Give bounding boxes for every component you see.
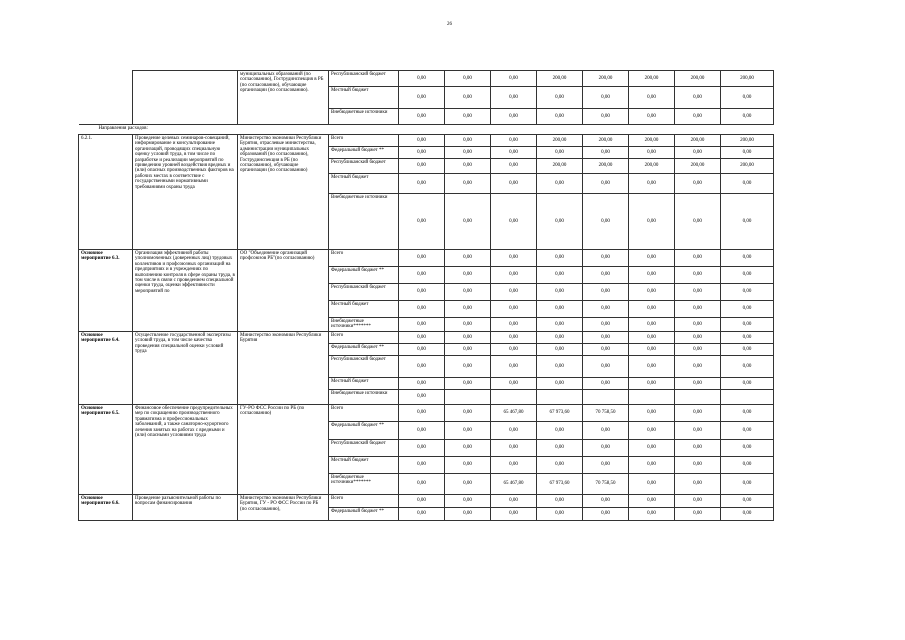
value-cell: 0,00 <box>445 194 491 250</box>
value-cell: 0,00 <box>537 332 583 344</box>
value-cell: 0,00 <box>583 87 629 109</box>
value-cell <box>445 390 491 405</box>
value-cell: 0,00 <box>399 422 445 440</box>
source-cell: Местный бюджет <box>329 457 399 474</box>
value-cell: 0,00 <box>721 284 774 301</box>
value-cell: 0,00 <box>721 250 774 267</box>
value-cell: 0,00 <box>583 194 629 250</box>
value-cell: 0,00 <box>399 250 445 267</box>
source-cell: Федеральный бюджет ** <box>329 344 399 356</box>
value-cell: 0,00 <box>445 284 491 301</box>
value-cell: 200,00 <box>721 71 774 87</box>
value-cell: 0,00 <box>629 301 675 318</box>
value-cell: 0,00 <box>399 356 445 378</box>
value-cell: 0,00 <box>491 378 537 390</box>
value-cell <box>583 390 629 405</box>
value-cell: 0,00 <box>721 109 774 125</box>
table-row <box>79 71 774 87</box>
value-cell: 200,00 <box>629 159 675 174</box>
value-cell: 0,00 <box>583 284 629 301</box>
value-cell: 0,00 <box>675 422 721 440</box>
value-cell: 0,00 <box>721 495 774 508</box>
value-cell: 0,00 <box>675 378 721 390</box>
value-cell: 0,00 <box>629 344 675 356</box>
value-cell: 0,00 <box>629 87 675 109</box>
value-cell: 0,00 <box>399 147 445 159</box>
value-cell: 0,00 <box>445 474 491 495</box>
value-cell: 0,00 <box>583 109 629 125</box>
value-cell: 65 467,80 <box>491 474 537 495</box>
value-cell: 0,00 <box>445 378 491 390</box>
executor-cell: ОО "Объединение организаций профсоюзов РБ"(по согласованию) <box>238 250 329 332</box>
value-cell: 67 973,60 <box>537 405 583 422</box>
value-cell: 0,00 <box>629 405 675 422</box>
value-cell: 0,00 <box>675 284 721 301</box>
value-cell: 0,00 <box>445 147 491 159</box>
value-cell: 0,00 <box>537 495 583 508</box>
value-cell: 0,00 <box>445 318 491 332</box>
value-cell: 0,00 <box>491 495 537 508</box>
source-cell: Федеральный бюджет ** <box>329 267 399 284</box>
value-cell: 0,00 <box>445 301 491 318</box>
value-cell: 0,00 <box>629 495 675 508</box>
source-cell: Всего <box>329 332 399 344</box>
value-cell: 0,00 <box>583 495 629 508</box>
value-cell: 0,00 <box>399 405 445 422</box>
value-cell: 0,00 <box>491 318 537 332</box>
name-cell: Организация эффективной работы уполномоченных (доверенных лиц) трудовых коллективов и профсоюзных организаций на предприятиях и в учреждениях по выполнению контроля в сфере охраны труда, в том числе в связи с проведением специальной оценки труда, оценки эффективности мероприятий по <box>133 250 238 332</box>
value-cell: 0,00 <box>537 284 583 301</box>
code-cell: Основное мероприятие 6.3. <box>79 250 133 332</box>
code-cell: 6.2.1. <box>79 135 133 250</box>
value-cell: 0,00 <box>445 440 491 457</box>
value-cell: 0,00 <box>537 174 583 194</box>
value-cell: 0,00 <box>583 332 629 344</box>
value-cell: 0,00 <box>629 378 675 390</box>
value-cell: 0,00 <box>399 159 445 174</box>
value-cell: 0,00 <box>629 174 675 194</box>
value-cell <box>721 390 774 405</box>
value-cell: 0,00 <box>675 344 721 356</box>
value-cell: 0,00 <box>537 250 583 267</box>
value-cell: 0,00 <box>629 332 675 344</box>
value-cell: 0,00 <box>399 194 445 250</box>
value-cell: 0,00 <box>445 495 491 508</box>
value-cell: 0,00 <box>583 267 629 284</box>
value-cell: 0,00 <box>675 356 721 378</box>
value-cell: 0,00 <box>721 194 774 250</box>
value-cell: 0,00 <box>583 508 629 521</box>
value-cell: 0,00 <box>399 109 445 125</box>
value-cell: 0,00 <box>721 267 774 284</box>
value-cell: 0,00 <box>675 194 721 250</box>
value-cell: 0,00 <box>629 440 675 457</box>
value-cell: 0,00 <box>491 457 537 474</box>
executor-cell: Министерство экономики Республики Бурятия, ГУ - РО ФСС России по РБ (по согласованию), <box>238 495 329 521</box>
source-cell: Всего <box>329 135 399 147</box>
value-cell: 200,00 <box>721 135 774 147</box>
name-cell: Осуществление государственной экспертизы условий труда, в том числе качества проведения специальной оценки условий труда <box>133 332 238 405</box>
value-cell: 0,00 <box>583 147 629 159</box>
table-row <box>79 135 774 147</box>
table-row <box>79 332 774 344</box>
value-cell: 0,00 <box>491 174 537 194</box>
source-cell: Всего <box>329 250 399 267</box>
executor-cell: ГУ-РО ФСС России по РБ (по согласованию) <box>238 405 329 495</box>
value-cell: 0,00 <box>583 318 629 332</box>
value-cell: 0,00 <box>537 267 583 284</box>
executor-cell: Министерство экономики Республики Бурятия <box>238 332 329 405</box>
value-cell: 0,00 <box>583 250 629 267</box>
source-cell: Республиканский бюджет <box>329 71 399 87</box>
value-cell: 0,00 <box>537 87 583 109</box>
code-cell <box>79 71 133 125</box>
value-cell: 0,00 <box>675 267 721 284</box>
value-cell: 0,00 <box>399 344 445 356</box>
source-cell: Федеральный бюджет ** <box>329 422 399 440</box>
source-cell: Республиканский бюджет <box>329 440 399 457</box>
page-number: 26 <box>447 22 452 27</box>
value-cell: 0,00 <box>583 378 629 390</box>
value-cell: 0,00 <box>537 356 583 378</box>
source-cell: Внебюджетные источники <box>329 194 399 250</box>
value-cell: 0,00 <box>583 344 629 356</box>
source-cell: Внебюджетные источники <box>329 109 399 125</box>
value-cell: 0,00 <box>721 147 774 159</box>
executor-cell: Министерство экономики Республики Бурятия, отраслевые министерства, администрации муниципальных образований (по согласованию), Гострудинспекция в РБ (по согласованию), обучающие организации (по согласованию) <box>238 135 329 250</box>
value-cell: 0,00 <box>721 474 774 495</box>
value-cell: 200,00 <box>537 159 583 174</box>
value-cell: 0,00 <box>629 318 675 332</box>
value-cell: 0,00 <box>675 109 721 125</box>
source-cell: Республиканский бюджет <box>329 159 399 174</box>
value-cell: 70 758,50 <box>583 474 629 495</box>
value-cell: 0,00 <box>721 301 774 318</box>
value-cell: 0,00 <box>721 174 774 194</box>
budget-table <box>78 70 774 521</box>
value-cell: 200,00 <box>583 71 629 87</box>
source-cell: Внебюджетные источники******* <box>329 318 399 332</box>
section-header: Направления расходов: <box>79 125 774 135</box>
value-cell: 200,00 <box>537 71 583 87</box>
value-cell: 0,00 <box>629 267 675 284</box>
value-cell: 0,00 <box>491 356 537 378</box>
value-cell <box>491 390 537 405</box>
value-cell: 200,00 <box>721 159 774 174</box>
value-cell: 0,00 <box>537 318 583 332</box>
value-cell: 0,00 <box>399 457 445 474</box>
value-cell: 0,00 <box>629 508 675 521</box>
value-cell: 0,00 <box>675 174 721 194</box>
value-cell: 0,00 <box>399 135 445 147</box>
value-cell: 0,00 <box>721 332 774 344</box>
value-cell: 0,00 <box>399 495 445 508</box>
value-cell: 0,00 <box>537 109 583 125</box>
source-cell: Местный бюджет <box>329 87 399 109</box>
value-cell: 0,00 <box>583 301 629 318</box>
value-cell: 0,00 <box>583 457 629 474</box>
value-cell: 200,00 <box>675 159 721 174</box>
value-cell: 0,00 <box>675 474 721 495</box>
value-cell: 0,00 <box>537 457 583 474</box>
value-cell: 0,00 <box>583 174 629 194</box>
value-cell: 0,00 <box>537 301 583 318</box>
value-cell: 0,00 <box>721 405 774 422</box>
value-cell: 0,00 <box>629 422 675 440</box>
value-cell: 0,00 <box>629 109 675 125</box>
value-cell: 0,00 <box>399 440 445 457</box>
source-cell: Федеральный бюджет ** <box>329 147 399 159</box>
value-cell: 0,00 <box>445 71 491 87</box>
value-cell: 0,00 <box>491 440 537 457</box>
value-cell: 0,00 <box>675 457 721 474</box>
value-cell: 0,00 <box>445 109 491 125</box>
source-cell: Местный бюджет <box>329 174 399 194</box>
value-cell: 0,00 <box>721 344 774 356</box>
value-cell: 0,00 <box>629 250 675 267</box>
value-cell <box>675 390 721 405</box>
executor-cell: муниципальных образований (по согласованию), Гострудинспекция в РБ (по согласованию), обучающие организации (по согласованию). <box>238 71 329 125</box>
name-cell: Проведение целевых семинаров-совещаний, информирование и консультирование организаций, проводящих специальную оценку условий труда, в том числе по разработке и реализации мероприятий по приведению уровней воздействия вредных и (или) опасных производственных факторов на рабочих местах в соответствие с государственными нормативными требованиями охраны труда <box>133 135 238 250</box>
value-cell: 0,00 <box>675 147 721 159</box>
value-cell: 0,00 <box>399 71 445 87</box>
value-cell: 0,00 <box>721 457 774 474</box>
value-cell: 200,00 <box>537 135 583 147</box>
value-cell: 0,00 <box>675 495 721 508</box>
value-cell: 200,00 <box>583 135 629 147</box>
value-cell: 200,00 <box>675 71 721 87</box>
code-cell: Основное мероприятие 6.5. <box>79 405 133 495</box>
value-cell: 0,00 <box>675 250 721 267</box>
table-row <box>79 405 774 422</box>
value-cell: 0,00 <box>491 159 537 174</box>
source-cell: Местный бюджет <box>329 378 399 390</box>
source-cell: Всего <box>329 495 399 508</box>
value-cell: 0,00 <box>445 250 491 267</box>
source-cell: Местный бюджет <box>329 301 399 318</box>
value-cell: 0,00 <box>537 147 583 159</box>
value-cell: 0,00 <box>675 440 721 457</box>
value-cell: 65 467,80 <box>491 405 537 422</box>
source-cell: Внебюджетные источники******* <box>329 474 399 495</box>
source-cell: Республиканский бюджет <box>329 284 399 301</box>
value-cell: 0,00 <box>445 457 491 474</box>
value-cell: 0,00 <box>399 284 445 301</box>
value-cell: 0,00 <box>721 422 774 440</box>
value-cell: 0,00 <box>399 318 445 332</box>
value-cell: 0,00 <box>445 508 491 521</box>
section-header-row <box>79 125 774 135</box>
value-cell: 0,00 <box>583 422 629 440</box>
value-cell: 0,00 <box>537 344 583 356</box>
value-cell: 0,00 <box>491 194 537 250</box>
value-cell: 0,00 <box>491 332 537 344</box>
value-cell: 0,00 <box>629 194 675 250</box>
value-cell: 0,00 <box>721 378 774 390</box>
value-cell: 0,00 <box>491 344 537 356</box>
value-cell: 0,00 <box>491 301 537 318</box>
budget-table-body <box>79 71 774 521</box>
code-cell: Основное мероприятие 6.6. <box>79 495 133 521</box>
value-cell: 0,00 <box>445 135 491 147</box>
value-cell: 0,00 <box>491 422 537 440</box>
value-cell: 0,00 <box>445 87 491 109</box>
value-cell: 0,00 <box>629 356 675 378</box>
value-cell: 0,00 <box>399 332 445 344</box>
value-cell: 0,00 <box>399 267 445 284</box>
code-cell: Основное мероприятие 6.4. <box>79 332 133 405</box>
name-cell <box>133 71 238 125</box>
value-cell: 0,00 <box>675 332 721 344</box>
value-cell: 0,00 <box>537 440 583 457</box>
value-cell: 0,00 <box>445 267 491 284</box>
value-cell: 0,00 <box>491 250 537 267</box>
value-cell: 0,00 <box>445 174 491 194</box>
value-cell: 0,00 <box>491 284 537 301</box>
value-cell: 0,00 <box>445 405 491 422</box>
name-cell: Финансовое обеспечение предупредительных мер по сокращению производственного травматизма и профессиональных заболеваний, а также санаторно-курортного лечения занятых на работах с вредными и (или) опасными условиями труда <box>133 405 238 495</box>
source-cell: Федеральный бюджет ** <box>329 508 399 521</box>
value-cell: 67 973,60 <box>537 474 583 495</box>
value-cell: 0,00 <box>399 174 445 194</box>
source-cell: Всего <box>329 405 399 422</box>
value-cell: 0,00 <box>491 135 537 147</box>
value-cell: 0,00 <box>675 508 721 521</box>
value-cell: 0,00 <box>399 301 445 318</box>
value-cell: 70 758,50 <box>583 405 629 422</box>
value-cell: 0,00 <box>721 440 774 457</box>
value-cell: 0,00 <box>721 356 774 378</box>
value-cell: 0,00 <box>491 71 537 87</box>
value-cell: 0,00 <box>583 440 629 457</box>
table-row <box>79 250 774 267</box>
value-cell: 0,00 <box>537 194 583 250</box>
value-cell: 200,00 <box>675 135 721 147</box>
value-cell: 0,00 <box>491 147 537 159</box>
value-cell: 0,00 <box>675 87 721 109</box>
value-cell: 0,00 <box>537 422 583 440</box>
value-cell: 200,00 <box>629 135 675 147</box>
value-cell: 0,00 <box>399 474 445 495</box>
source-cell: Внебюджетные источники <box>329 390 399 405</box>
value-cell: 0,00 <box>491 87 537 109</box>
value-cell: 0,00 <box>537 378 583 390</box>
value-cell: 0,00 <box>445 422 491 440</box>
table-row <box>79 495 774 508</box>
value-cell: 0,00 <box>399 378 445 390</box>
value-cell: 0,00 <box>629 284 675 301</box>
value-cell: 0,00 <box>675 301 721 318</box>
value-cell: 0,00 <box>445 332 491 344</box>
value-cell: 0,00 <box>583 356 629 378</box>
value-cell: 0,00 <box>445 356 491 378</box>
value-cell: 0,00 <box>399 390 445 405</box>
value-cell: 0,00 <box>629 457 675 474</box>
value-cell: 0,00 <box>399 508 445 521</box>
value-cell: 0,00 <box>491 508 537 521</box>
value-cell: 0,00 <box>629 147 675 159</box>
value-cell: 0,00 <box>721 318 774 332</box>
value-cell: 0,00 <box>399 87 445 109</box>
source-cell: Республиканский бюджет <box>329 356 399 378</box>
value-cell: 0,00 <box>629 474 675 495</box>
value-cell <box>537 390 583 405</box>
value-cell: 0,00 <box>675 405 721 422</box>
value-cell: 0,00 <box>491 267 537 284</box>
value-cell: 0,00 <box>537 508 583 521</box>
value-cell: 200,00 <box>629 71 675 87</box>
value-cell: 0,00 <box>445 159 491 174</box>
value-cell: 0,00 <box>675 318 721 332</box>
value-cell: 0,00 <box>491 109 537 125</box>
value-cell: 0,00 <box>445 344 491 356</box>
value-cell: 0,00 <box>721 508 774 521</box>
name-cell: Проведение разъяснительной работы по вопросам финансирования <box>133 495 238 521</box>
value-cell: 0,00 <box>721 87 774 109</box>
value-cell <box>629 390 675 405</box>
value-cell: 200,00 <box>583 159 629 174</box>
